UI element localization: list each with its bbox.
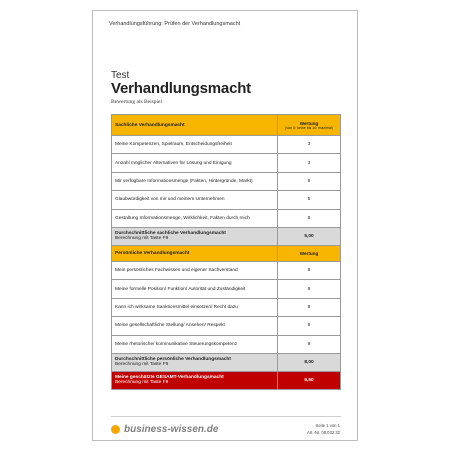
row-value: 3 — [278, 136, 341, 154]
average-label — [112, 353, 278, 371]
average-note: Berechnung mit Taste F9 — [115, 236, 169, 242]
row-label: Mir verfügbare Informationsmenge (Fakten, Hintergründe, Markt) — [112, 172, 278, 190]
article-number: Art.-Nr. 06.032.32 — [306, 429, 340, 435]
column-header: Wertung — [278, 245, 341, 261]
row-label: Kann ich wirksame Sanktionsmittel einsetzen/ Recht dazu — [112, 298, 278, 316]
row-value: 9 — [278, 280, 341, 298]
table-row — [112, 136, 341, 154]
average-title: Durchschnittliche persönliche Verhandlungsmacht — [115, 357, 231, 363]
brand-logo — [111, 424, 218, 435]
footer-divider — [111, 416, 341, 417]
row-value: 8 — [278, 298, 341, 316]
row-label: Meine gesellschaftliche Stellung/ Ansehen/ Respekt — [112, 317, 278, 335]
total-value: 6,50 — [278, 371, 341, 389]
table-row — [112, 261, 341, 279]
column-header-scale: (von 0: keine bis 10: maximal) — [285, 125, 333, 130]
table-row — [112, 298, 341, 316]
table-row — [112, 317, 341, 335]
average-note: Berechnung mit Taste F9 — [115, 362, 169, 368]
section-heading: Sachliche Verhandlungsmacht — [112, 115, 278, 136]
doc-subtitle: Bewertung als Beispiel — [111, 99, 163, 105]
row-value: 8 — [278, 261, 341, 279]
table-row — [112, 172, 341, 190]
row-value: 6 — [278, 317, 341, 335]
doc-kicker: Test — [111, 70, 130, 81]
row-value: 3 — [278, 154, 341, 172]
row-label: Meine Kompetenzen, Spielraum, Entscheidungsfreiheit — [112, 136, 278, 154]
column-header — [278, 115, 341, 136]
row-label: Meine rhetorische/ kommunikative Steuerungskompetenz — [112, 335, 278, 353]
table-row — [112, 209, 341, 227]
row-label: Gestaltung Informationsmenge, Wirklichkeit, Fakten durch mich — [112, 209, 278, 227]
table-row — [112, 154, 341, 172]
total-label — [112, 371, 278, 389]
row-value: 8 — [278, 209, 341, 227]
table-row — [112, 335, 341, 353]
table-row — [112, 280, 341, 298]
average-label — [112, 227, 278, 245]
row-label: Meine formelle Position/ Funktion/ Autorität und Zuständigkeit — [112, 280, 278, 298]
row-value: 6 — [278, 172, 341, 190]
section-header-persoenlich — [112, 245, 341, 261]
average-value: 5,00 — [278, 227, 341, 245]
page-header: Verhandlungsführung: Prüfen der Verhandlungsmacht — [109, 21, 241, 27]
table-row — [112, 191, 341, 209]
row-value: 5 — [278, 191, 341, 209]
page-number: Seite 1 von 1 — [315, 423, 340, 428]
logo-text: business-wissen.de — [124, 424, 219, 435]
average-row-sachlich — [112, 227, 341, 245]
document-page — [92, 10, 358, 441]
total-title: Meine geschätzte GESAMT-Verhandlungsmacht — [115, 375, 224, 381]
row-label: Mein persönliches Fachwissen und eigener Sachverstand — [112, 261, 278, 279]
average-title: Durchschnittliche sachliche Verhandlungsmacht — [115, 231, 226, 237]
row-label: Anzahl möglicher Alternativen für Lösung und Einigung — [112, 154, 278, 172]
section-header-sachlich — [112, 115, 341, 136]
evaluation-table — [111, 114, 341, 390]
column-header-label: Wertung — [299, 120, 319, 126]
footer-meta — [307, 423, 340, 436]
row-label: Glaubwürdigkeit von mir und meinem Unternehmen — [112, 191, 278, 209]
average-row-persoenlich — [112, 353, 341, 371]
total-note: Berechnung mit Taste F9 — [115, 380, 169, 386]
average-value: 8,00 — [278, 353, 341, 371]
total-row — [112, 371, 341, 389]
section-heading: Persönliche Verhandlungsmacht — [112, 245, 278, 261]
page-title: Verhandlungsmacht — [111, 80, 251, 97]
row-value: 9 — [278, 335, 341, 353]
logo-dot-icon — [111, 425, 120, 434]
